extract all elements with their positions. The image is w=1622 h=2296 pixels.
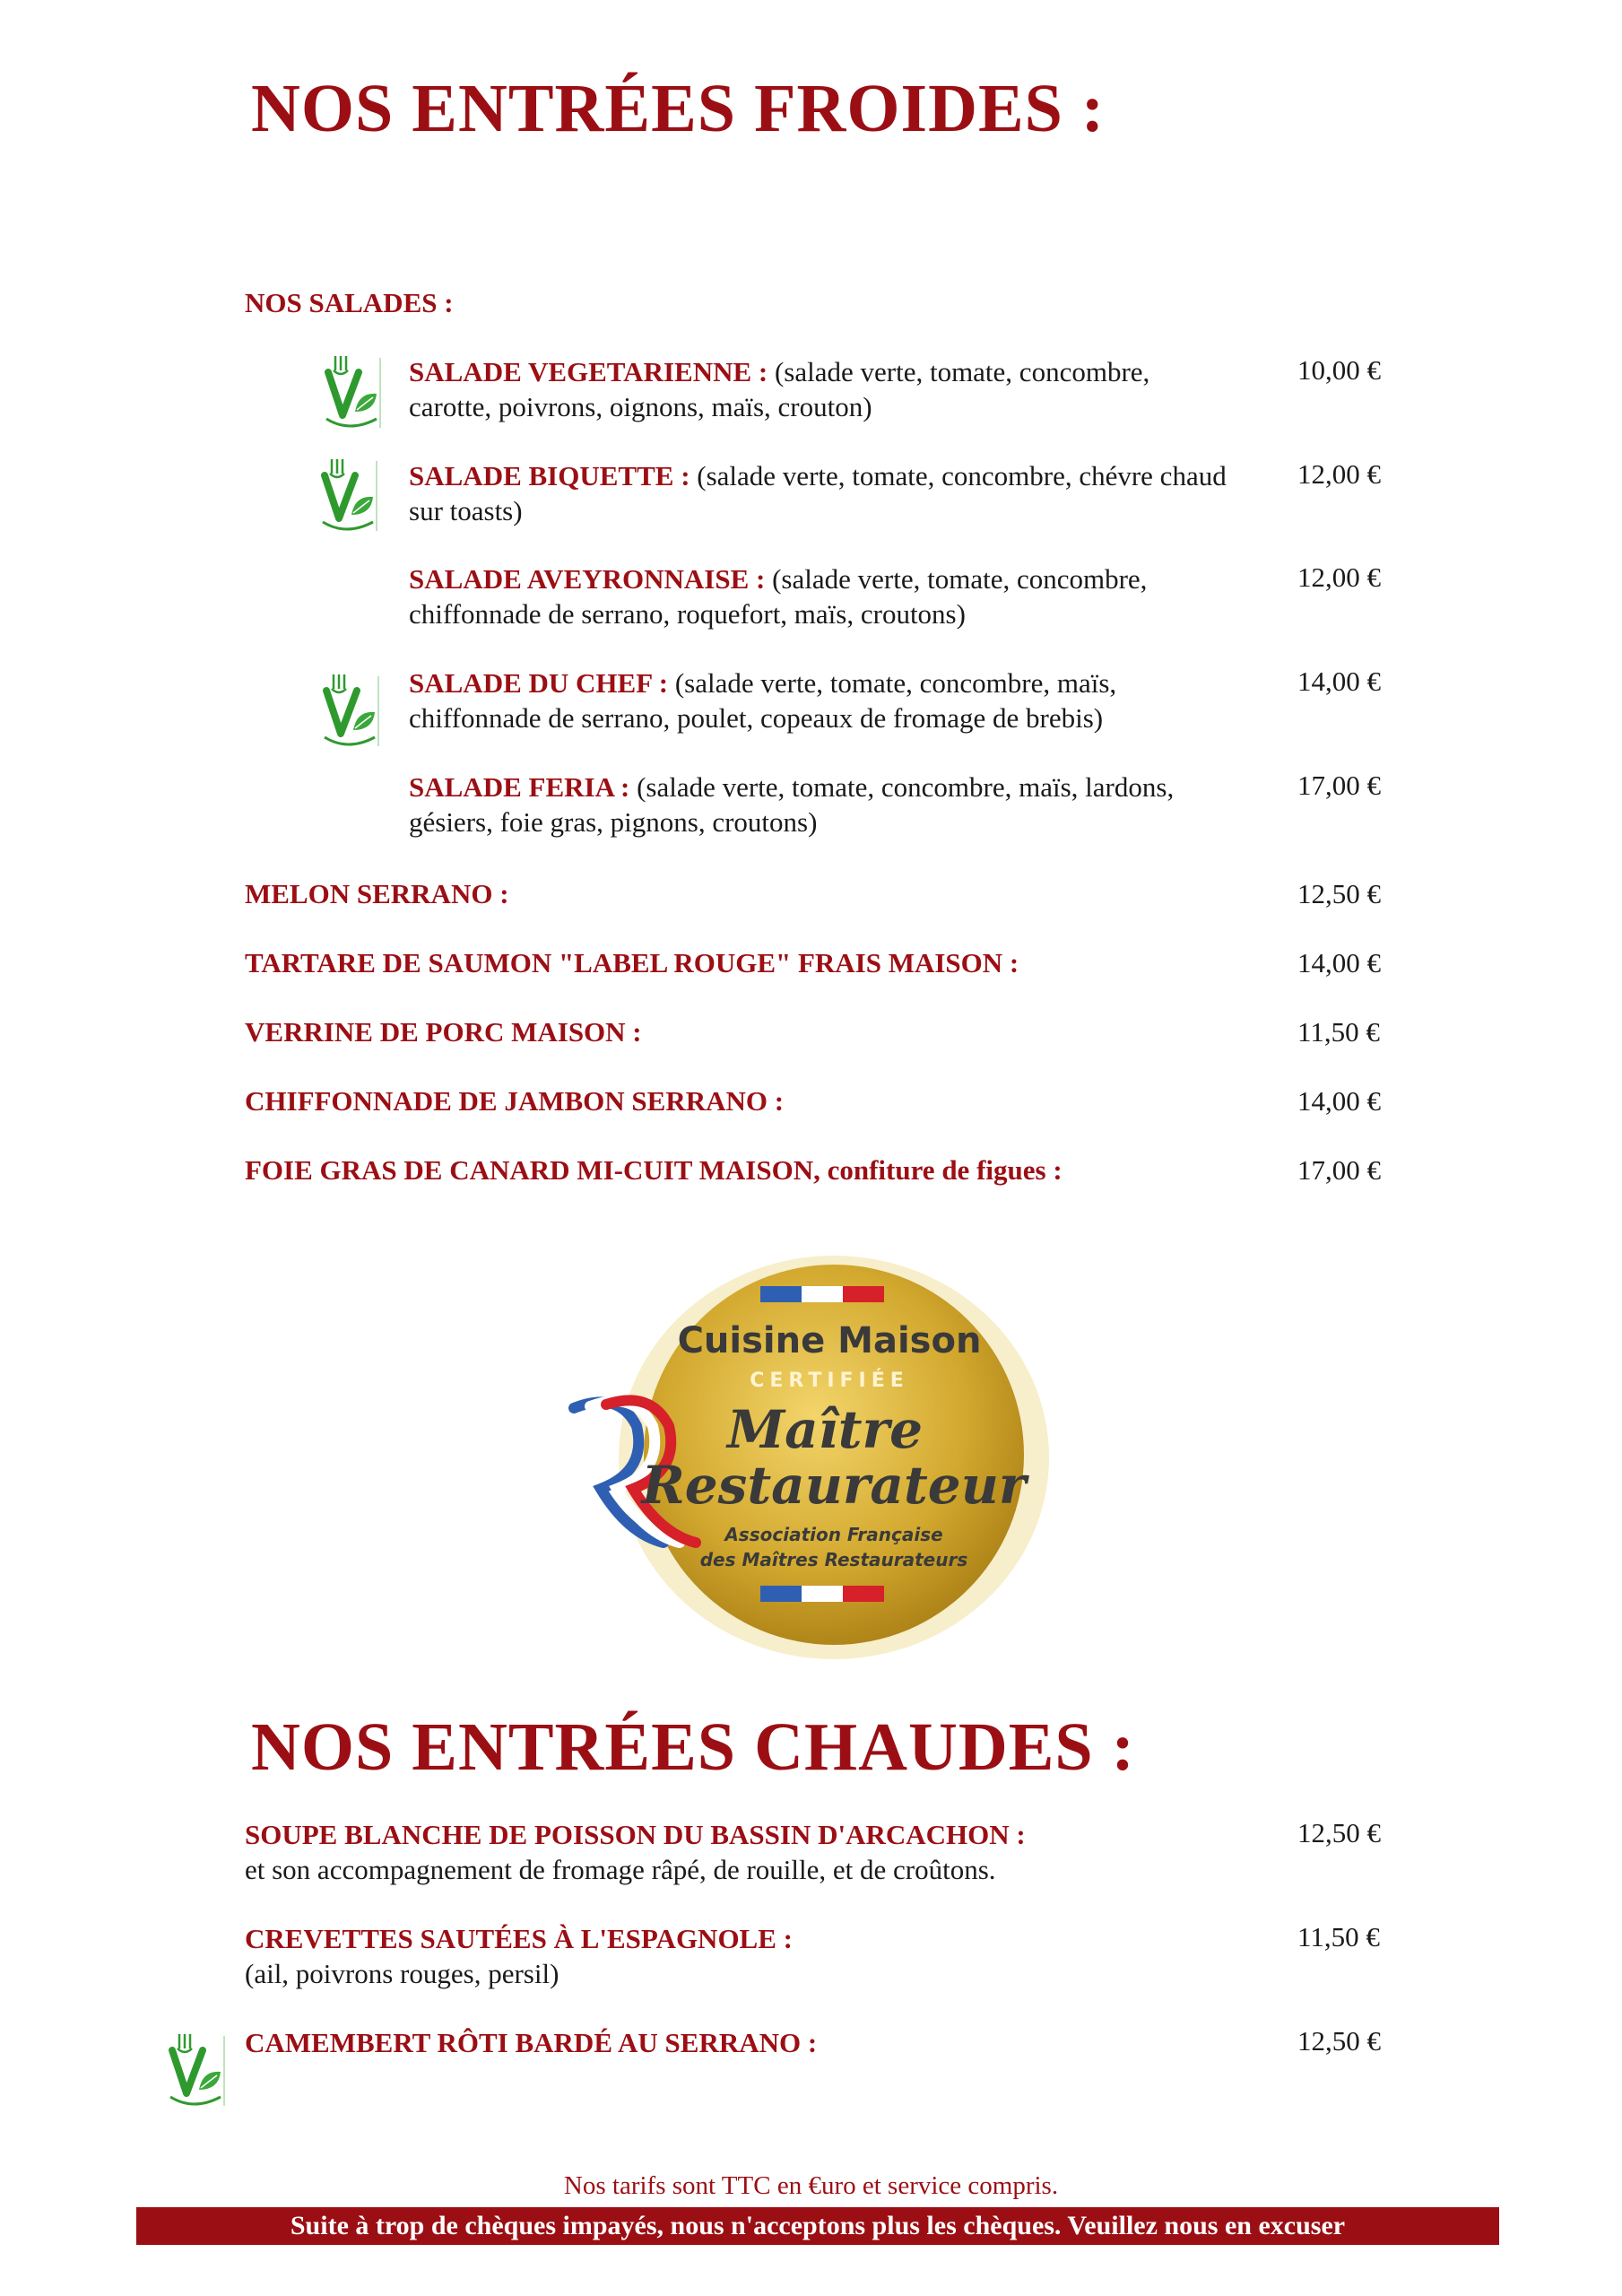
- menu-item: [245, 1921, 1276, 1991]
- vegetarian-icon: [319, 456, 384, 536]
- menu-item-name: SALADE AVEYRONNAISE :: [409, 563, 766, 595]
- menu-item-description: (salade verte, tomate, concombre, chiffonnade de serrano, roquefort, maïs, croutons): [409, 563, 1148, 630]
- menu-item-description: (ail, poivrons rouges, persil): [245, 1958, 559, 1989]
- menu-item-name: SALADE DU CHEF :: [409, 667, 669, 699]
- menu-item-name: SALADE FERIA :: [409, 771, 630, 803]
- menu-item-price: 14,00 €: [1297, 1085, 1381, 1117]
- menu-item-description: (salade verte, tomate, concombre, maïs, lardons, gésiers, foie gras, pignons, croutons): [409, 771, 1175, 838]
- menu-item: [245, 1154, 1063, 1187]
- menu-item-name: CHIFFONNADE DE JAMBON SERRANO :: [245, 1085, 785, 1117]
- menu-item: [409, 561, 1234, 631]
- seal-line-6: des Maîtres Restaurateurs: [699, 1549, 968, 1570]
- menu-item-accompaniment: confiture de figues :: [820, 1154, 1063, 1186]
- menu-item-description: et son accompagnement de fromage râpé, de rouille, et de croûtons.: [245, 1854, 996, 1885]
- menu-item-description: (salade verte, tomate, concombre, maïs, chiffonnade de serrano, poulet, copeaux de fromage de brebis): [409, 667, 1117, 734]
- menu-item-description: (salade verte, tomate, concombre, carotte, poivrons, oignons, maïs, crouton): [409, 356, 1150, 422]
- menu-item-price: 17,00 €: [1297, 1154, 1381, 1186]
- menu-item-price: 10,00 €: [1297, 354, 1381, 386]
- seal-line-4: Restaurateur: [641, 1455, 1027, 1516]
- footer-banner: Suite à trop de chèques impayés, nous n'acceptons plus les chèques. Veuillez nous en excuser: [136, 2207, 1499, 2245]
- menu-item-name: SALADE VEGETARIENNE :: [409, 356, 768, 387]
- menu-item-name: SOUPE BLANCHE DE POISSON DU BASSIN D'ARCACHON :: [245, 1819, 1026, 1850]
- menu-item-name: FOIE GRAS DE CANARD MI-CUIT MAISON,: [245, 1154, 820, 1186]
- vegetarian-icon: [323, 352, 387, 433]
- menu-item-description: (salade verte, tomate, concombre, chévre chaud sur toasts): [409, 460, 1227, 526]
- seal-line-2: CERTIFIÉE: [750, 1370, 909, 1392]
- vegetarian-icon: [167, 2031, 231, 2111]
- menu-item-name: CREVETTES SAUTÉES À L'ESPAGNOLE :: [245, 1923, 793, 1954]
- menu-item: [409, 770, 1234, 839]
- menu-item-name: VERRINE DE PORC MAISON :: [245, 1016, 642, 1048]
- menu-item-name: MELON SERRANO :: [245, 878, 509, 909]
- menu-item: [409, 458, 1234, 528]
- menu-item-price: 12,00 €: [1297, 458, 1381, 490]
- menu-item-price: 12,00 €: [1297, 561, 1381, 593]
- menu-item: [245, 1817, 1276, 1887]
- menu-item: [409, 665, 1234, 735]
- footer-note: Nos tarifs sont TTC en €uro et service compris.: [563, 2171, 1059, 2200]
- menu-item-name: SALADE BIQUETTE :: [409, 460, 690, 491]
- menu-item-price: 17,00 €: [1297, 770, 1381, 801]
- menu-item-price: 11,50 €: [1297, 1921, 1380, 1952]
- hot-section-title: NOS ENTRÉES CHAUDES :: [251, 1709, 1135, 1785]
- menu-item-price: 11,50 €: [1297, 1016, 1380, 1048]
- menu-item: [245, 2025, 1276, 2060]
- menu-item-price: 14,00 €: [1297, 947, 1381, 978]
- menu-item-name: CAMEMBERT RÔTI BARDÉ AU SERRANO :: [245, 2027, 818, 2058]
- vegetarian-icon: [321, 671, 386, 752]
- menu-item-price: 12,50 €: [1297, 2025, 1381, 2057]
- maitre-restaurateur-seal: [565, 1247, 1049, 1668]
- cold-section-title: NOS ENTRÉES FROIDES :: [251, 71, 1106, 146]
- seal-line-1: Cuisine Maison: [677, 1320, 982, 1361]
- menu-item: [409, 354, 1234, 424]
- seal-line-5: Association Française: [724, 1524, 943, 1545]
- seal-line-3: Maître: [726, 1399, 924, 1460]
- menu-item-name: TARTARE DE SAUMON "LABEL ROUGE" FRAIS MAISON :: [245, 947, 1019, 978]
- menu-item-price: 12,50 €: [1297, 878, 1381, 909]
- salads-label: NOS SALADES :: [245, 287, 454, 318]
- menu-item-price: 14,00 €: [1297, 665, 1381, 697]
- menu-item-price: 12,50 €: [1297, 1817, 1381, 1848]
